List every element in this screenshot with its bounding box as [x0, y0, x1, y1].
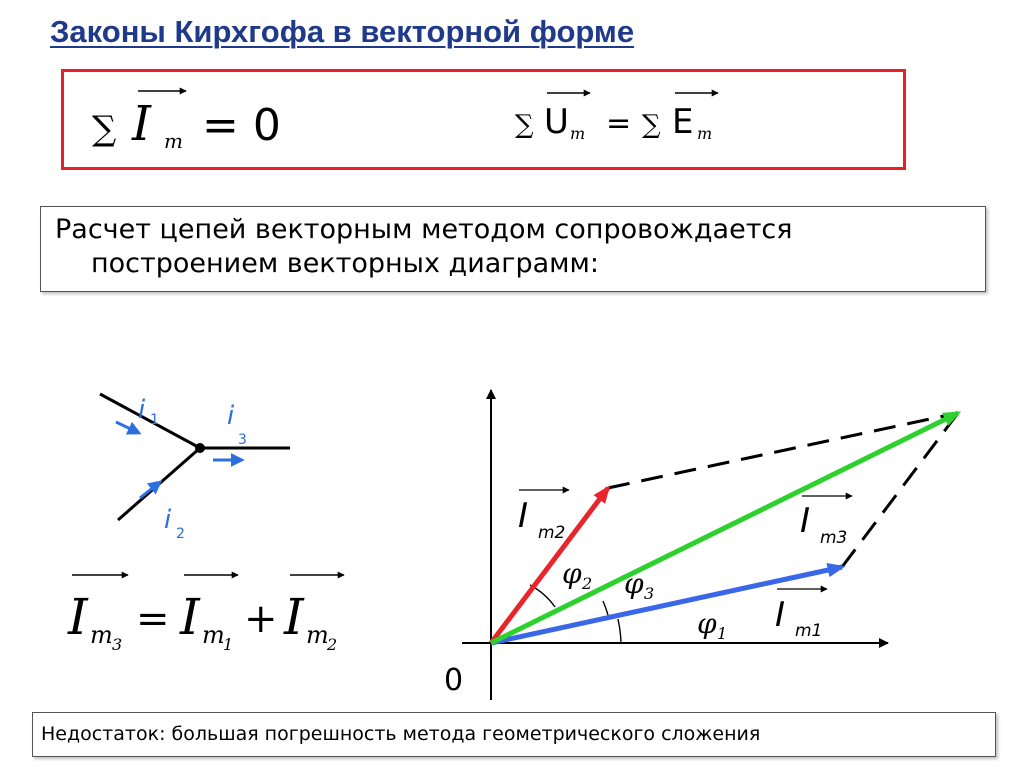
vector-im1 — [491, 567, 842, 643]
angle-arc-phi3 — [603, 601, 608, 615]
angle-sub-phi1: 1 — [717, 624, 728, 643]
label-im2-sub: m2 — [538, 523, 566, 543]
page-title: Законы Кирхгофа в векторной форме — [50, 14, 635, 49]
circuit-node-diagram — [100, 394, 290, 542]
current-arrow-1-icon — [116, 422, 139, 433]
angle-sub-phi2: 2 — [582, 574, 593, 593]
sum-sign-1: ∑ — [92, 109, 117, 149]
label-im3-sub: m3 — [820, 528, 848, 548]
emf-symbol: E — [672, 102, 694, 142]
label-im3 — [800, 496, 852, 548]
term1-sub: m — [202, 621, 225, 649]
description-line-1: Расчет цепей векторным методом сопровождается — [55, 214, 793, 245]
formula-voltage-sum — [515, 93, 718, 143]
drawback-note: Недостаток: большая погрешность метода геометрического сложения — [32, 712, 996, 757]
node-dot-icon — [195, 443, 205, 453]
formula-rhs-1: = 0 — [202, 100, 281, 151]
label-im1-symbol: I — [775, 595, 786, 635]
current-arrow-2-icon — [140, 482, 160, 498]
angle-sub-phi3: 3 — [644, 584, 655, 603]
parallelogram-side-top — [608, 413, 958, 488]
description-line-2: построением векторных диаграмм: — [91, 248, 599, 279]
plus-sign: + — [244, 596, 278, 642]
current-label-2: i — [164, 505, 172, 535]
current-symbol-1: I — [132, 96, 151, 152]
sum-sign-3: ∑ — [642, 110, 661, 140]
angle-label-phi1: φ — [697, 607, 717, 640]
angle-arc-phi1 — [618, 619, 621, 643]
label-im2-symbol: I — [518, 496, 529, 536]
lhs-subsub: 3 — [112, 635, 123, 654]
origin-label: 0 — [444, 663, 464, 698]
current-label-1: i — [138, 395, 146, 425]
label-im3-symbol: I — [800, 501, 811, 541]
label-im1-sub: m1 — [795, 621, 823, 641]
current-sub-1: 1 — [150, 412, 159, 428]
lhs-sub: m — [90, 621, 113, 649]
formula-current-sum — [92, 91, 281, 153]
node-equals-sign: = — [136, 596, 170, 642]
angle-label-phi3: φ — [624, 567, 644, 600]
term2-sub: m — [306, 621, 329, 649]
emf-sub: m — [697, 124, 713, 143]
term2-symbol: I — [284, 588, 304, 646]
vector-diagram — [444, 390, 958, 700]
lhs-symbol: I — [68, 588, 88, 646]
label-im1 — [775, 589, 827, 641]
term2-subsub: 2 — [327, 635, 338, 654]
equals-sign-2: = — [606, 106, 632, 141]
current-label-3: i — [227, 401, 235, 431]
term1-subsub: 1 — [223, 635, 234, 654]
voltage-sub: m — [570, 124, 586, 143]
term1-symbol: I — [180, 588, 200, 646]
voltage-symbol: U — [544, 102, 569, 142]
current-sub-2: 2 — [176, 526, 185, 542]
current-sub-1: m — [164, 129, 183, 153]
label-im2 — [518, 490, 569, 543]
current-sub-3: 3 — [238, 432, 247, 448]
sum-sign-2: ∑ — [515, 110, 534, 140]
node-current-equation — [67, 575, 344, 654]
angle-label-phi2: φ — [562, 557, 582, 590]
parallelogram-side-right — [842, 413, 958, 567]
